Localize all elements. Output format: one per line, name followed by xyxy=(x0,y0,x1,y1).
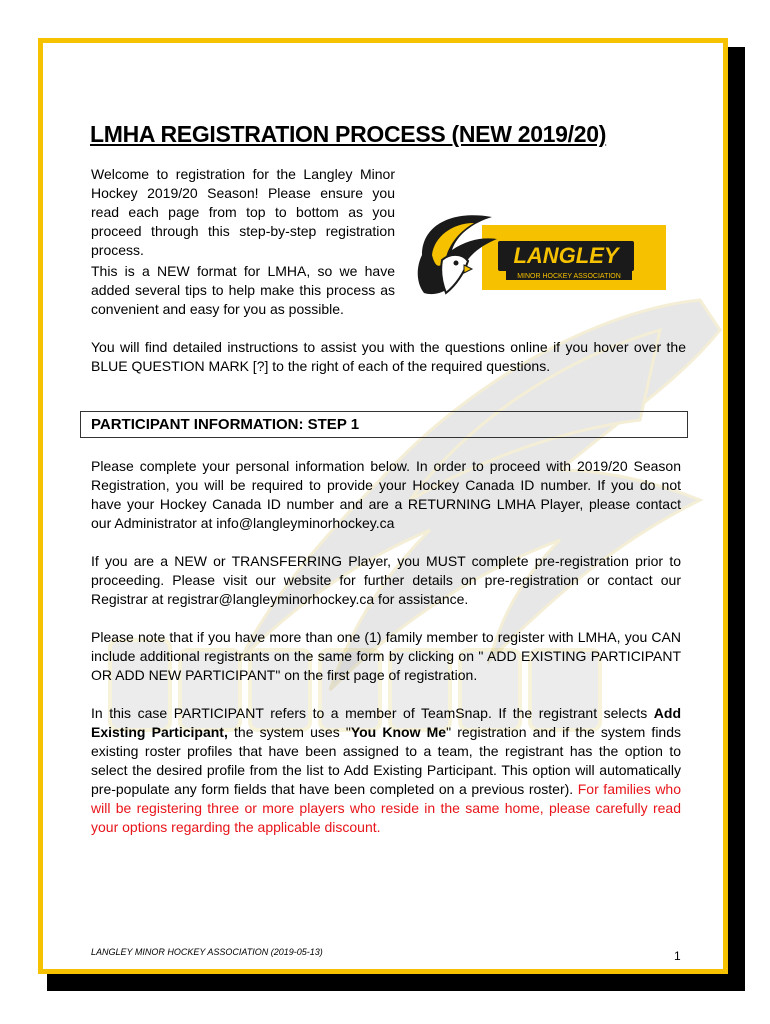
page-number: 1 xyxy=(674,949,681,963)
logo-wordmark: LANGLEY xyxy=(513,243,619,268)
text-segment: " registration and if the system finds existing roster profiles that have been assigned to a team, the registrant has the option to select the desired profile from the list to Add Existing Participant. This option will automatically pre-populate any form fields that have been completed on a previous roster). xyxy=(91,724,682,797)
step-paragraph-participant xyxy=(91,704,681,837)
step-paragraph-id: Please complete your personal information below. In order to proceed with 2019/20 Season Registration, you will be required to provide your Hockey Canada ID number. If you do not have your Hockey Canada ID number and are a RETURNING LMHA Player, please contact our Administrator at info@langleyminorhockey.ca xyxy=(91,458,681,531)
lmha-logo xyxy=(412,205,666,305)
text-segment: the system uses " xyxy=(227,724,351,740)
page-title: LMHA REGISTRATION PROCESS (NEW 2019/20) xyxy=(90,121,607,147)
text-segment: In this case PARTICIPANT refers to a member of TeamSnap. If the registrant selects xyxy=(91,705,654,721)
logo-subtitle: MINOR HOCKEY ASSOCIATION xyxy=(517,273,621,280)
discount-notice: For families who will be registering three or more players who reside in the same home, please carefully read your options regarding the applicable discount. xyxy=(91,781,682,835)
new-format-paragraph: This is a NEW format for LMHA, so we have added several tips to help make this process as convenient and easy for you as possible. xyxy=(91,263,395,317)
footer-text: LANGLEY MINOR HOCKEY ASSOCIATION (2019-05-13) xyxy=(91,947,323,957)
step-1-heading: PARTICIPANT INFORMATION: STEP 1 xyxy=(80,411,688,438)
step-paragraph-new-player: If you are a NEW or TRANSFERRING Player, you MUST complete pre-registration prior to proceeding. Please visit our website for further details on pre-registration or contact our Registrar at registrar@langleyminorhockey.ca for assistance. xyxy=(91,553,681,607)
instructions-paragraph: You will find detailed instructions to assist you with the questions online if you hover over the BLUE QUESTION MARK [?] to the right of each of the required questions. xyxy=(91,339,686,374)
step-paragraph-family: Please note that if you have more than one (1) family member to register with LMHA, you CAN include additional registrants on the same form by clicking on " ADD EXISTING PARTICIPANT OR ADD NEW PARTICIPANT" on the first page of registration. xyxy=(91,629,681,683)
welcome-paragraph: Welcome to registration for the Langley Minor Hockey 2019/20 Season! Please ensure you read each page from top to bottom as you proceed through this step-by-step registration process. xyxy=(91,166,395,258)
add-existing-participant-term: Add Existing Participant, xyxy=(91,705,681,740)
you-know-me-term: You Know Me xyxy=(350,724,447,740)
